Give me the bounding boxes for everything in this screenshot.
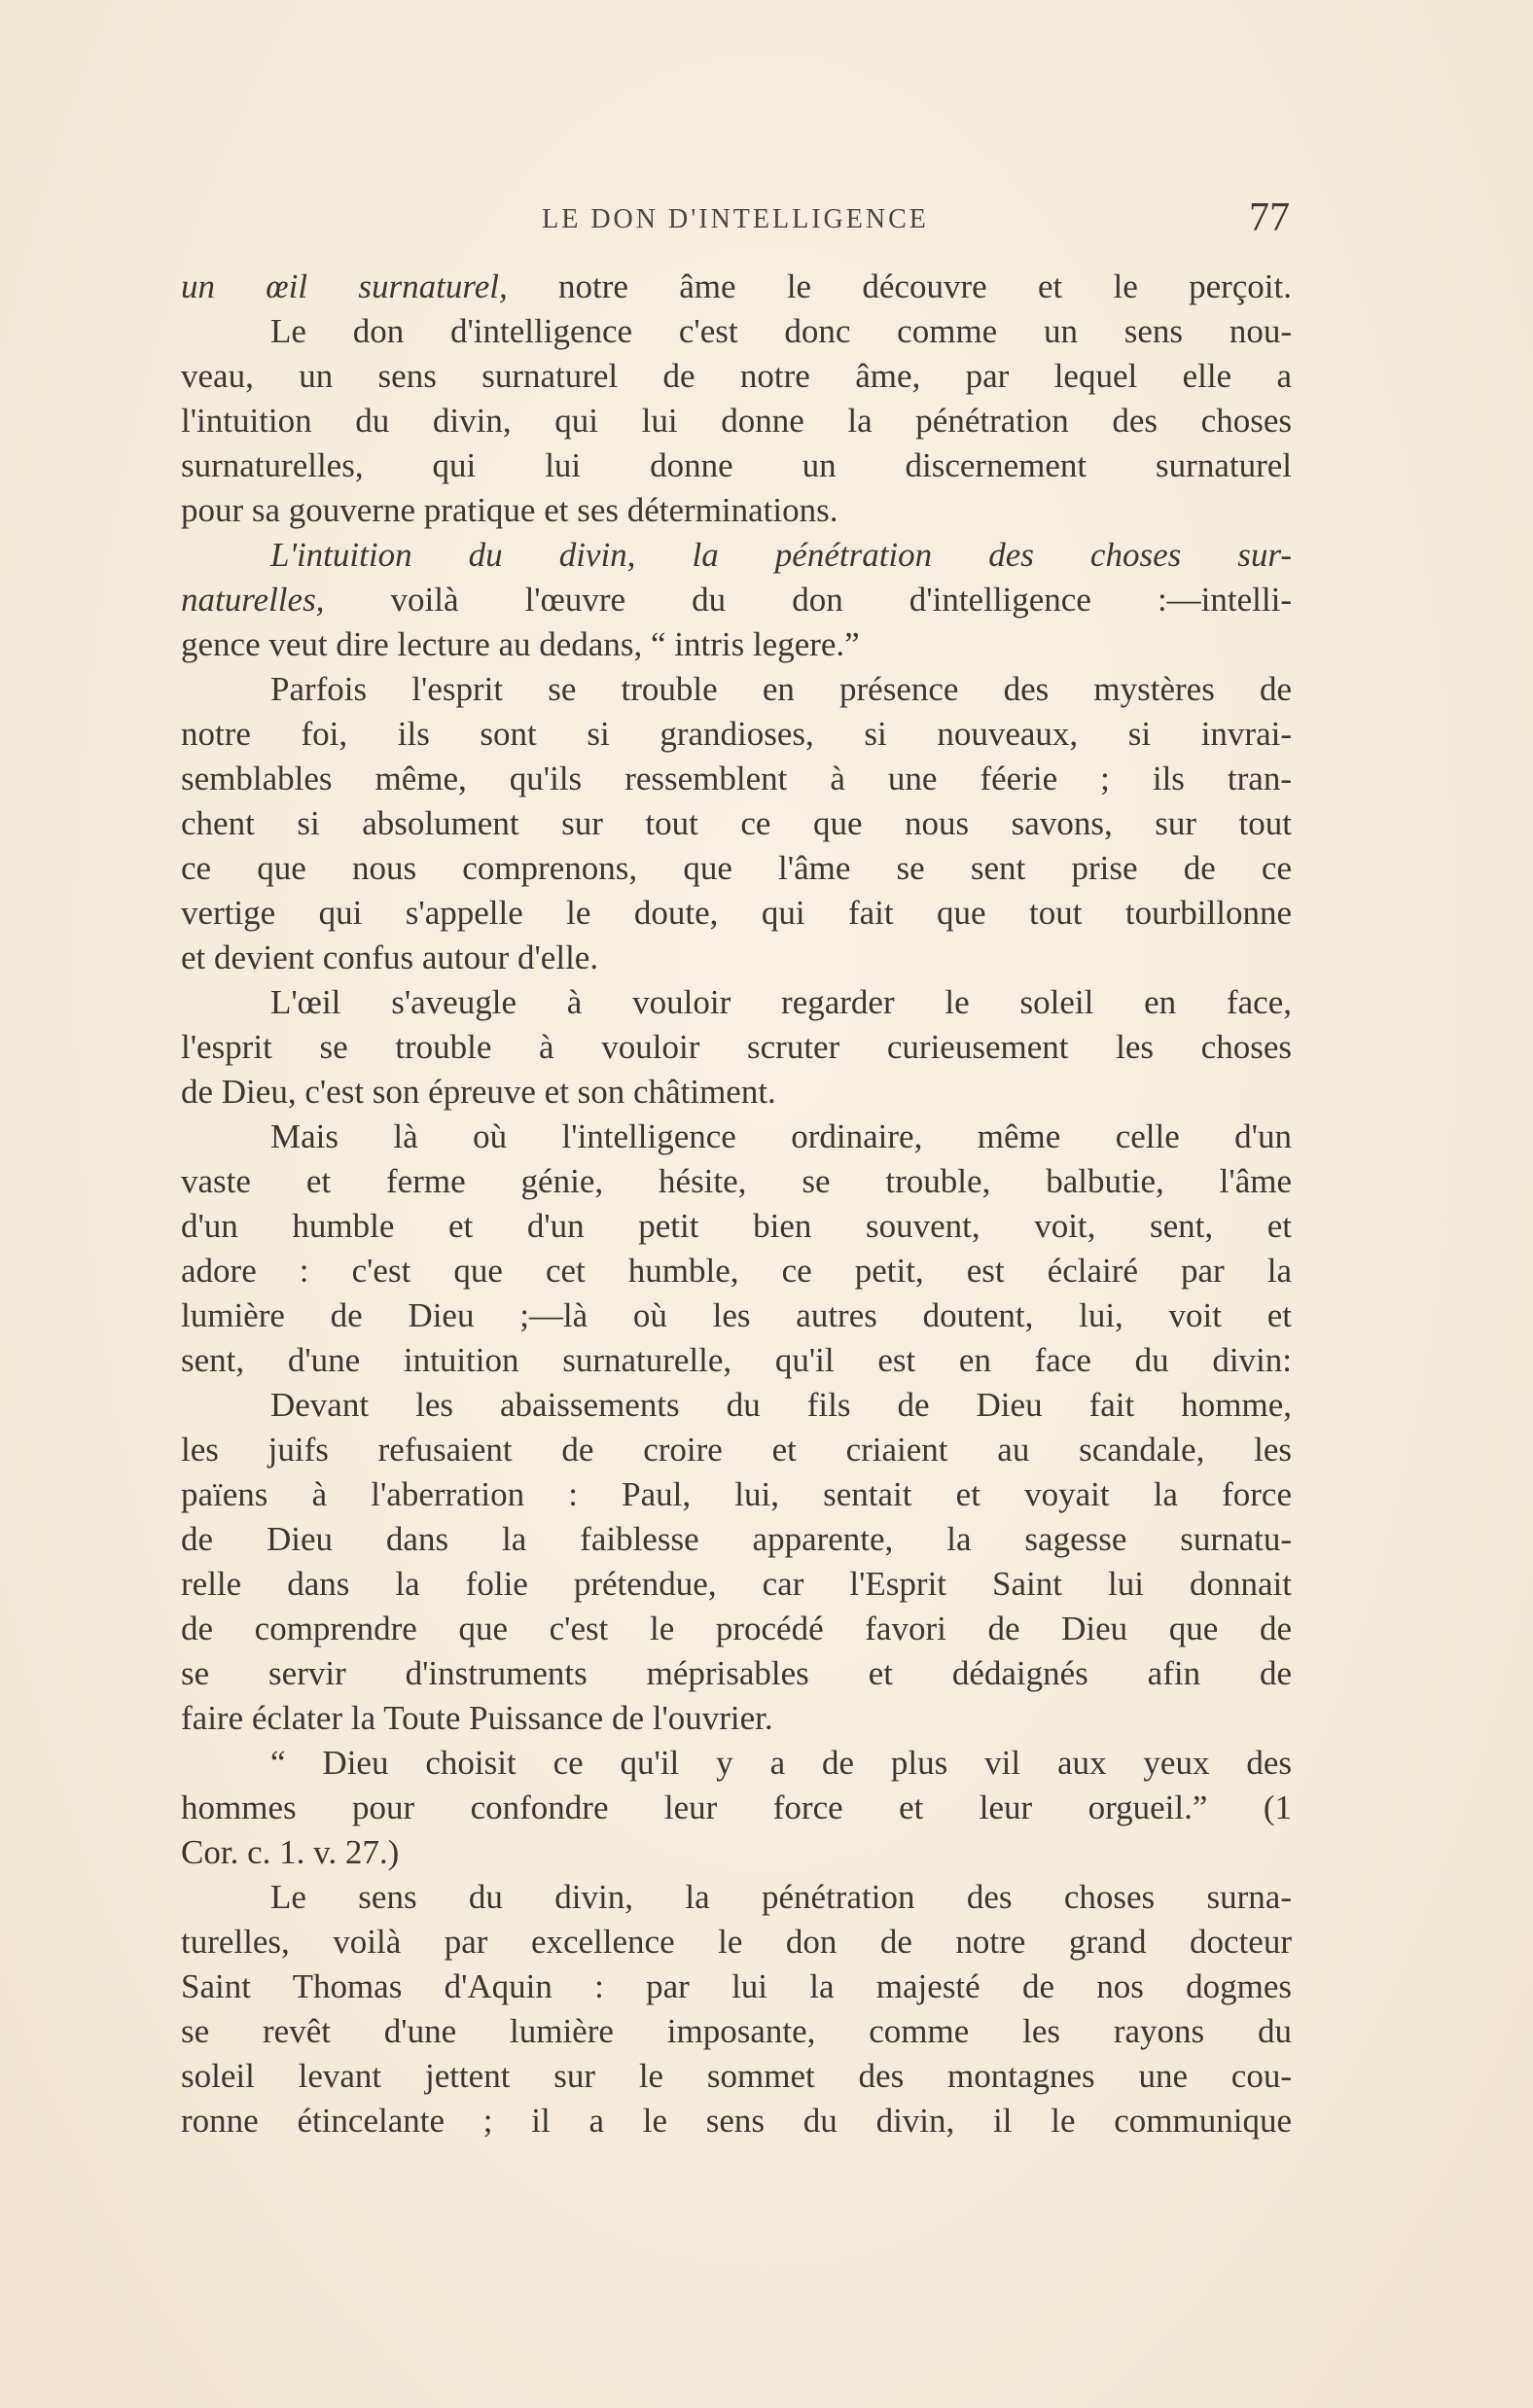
body-text: [181, 265, 1292, 2143]
text-line: Mais là où l'intelligence ordinaire, même celle d'un: [270, 1117, 1292, 1155]
text-line: gence veut dire lecture au dedans, “ intris legere.”: [181, 625, 860, 663]
text-line: surnaturelles, qui lui donne un discernement surnaturel: [181, 446, 1292, 484]
page-header: [181, 195, 1290, 253]
text-line: et devient confus autour d'elle.: [181, 938, 599, 976]
text-line: ce que nous comprenons, que l'âme se sent prise de ce: [181, 849, 1292, 887]
text-line: sent, d'une intuition surnaturelle, qu'il est en face du divin:: [181, 1341, 1292, 1379]
text-line: l'esprit se trouble à vouloir scruter curieusement les choses: [181, 1028, 1292, 1066]
text-line: un œil surnaturel, notre âme le découvre et le perçoit.: [181, 267, 1292, 305]
text-line: hommes pour confondre leur force et leur orgueil.” (1: [181, 1788, 1292, 1826]
text-line: “ Dieu choisit ce qu'il y a de plus vil aux yeux des: [270, 1744, 1292, 1782]
text-line: de Dieu, c'est son épreuve et son châtiment.: [181, 1073, 776, 1111]
text-line: Cor. c. 1. v. 27.): [181, 1833, 400, 1871]
page-number: 77: [1249, 195, 1290, 240]
text-line: relle dans la folie prétendue, car l'Esprit Saint lui donnait: [181, 1565, 1292, 1603]
text-line: soleil levant jettent sur le sommet des montagnes une cou-: [181, 2057, 1292, 2095]
running-head: LE DON D'INTELLIGENCE: [542, 204, 929, 234]
text-line: faire éclater la Toute Puissance de l'ouvrier.: [181, 1699, 773, 1737]
text-line: Saint Thomas d'Aquin : par lui la majesté de nos dogmes: [181, 1967, 1292, 2005]
text-line: semblables même, qu'ils ressemblent à une féerie ; ils tran-: [181, 760, 1292, 797]
text-line: d'un humble et d'un petit bien souvent, voit, sent, et: [181, 1207, 1292, 1245]
text-line: Parfois l'esprit se trouble en présence des mystères de: [270, 670, 1292, 708]
text-line: païens à l'aberration : Paul, lui, sentait et voyait la force: [181, 1475, 1292, 1513]
text-line: notre foi, ils sont si grandioses, si nouveaux, si invrai-: [181, 715, 1292, 753]
text-line: Le sens du divin, la pénétration des choses surna-: [270, 1878, 1292, 1916]
text-line: vaste et ferme génie, hésite, se trouble, balbutie, l'âme: [181, 1162, 1292, 1200]
text-line: les juifs refusaient de croire et criaient au scandale, les: [181, 1431, 1292, 1469]
text-line: turelles, voilà par excellence le don de notre grand docteur: [181, 1923, 1292, 1961]
text-line: l'intuition du divin, qui lui donne la pénétration des choses: [181, 402, 1292, 440]
text-line: lumière de Dieu ;—là où les autres doutent, lui, voit et: [181, 1296, 1292, 1334]
text-line: pour sa gouverne pratique et ses déterminations.: [181, 491, 838, 529]
text-line: vertige qui s'appelle le doute, qui fait que tout tourbillonne: [181, 894, 1292, 932]
text-line: Devant les abaissements du fils de Dieu fait homme,: [270, 1386, 1292, 1424]
text-line: Le don d'intelligence c'est donc comme un sens nou-: [270, 312, 1292, 350]
text-line: naturelles, voilà l'œuvre du don d'intelligence :—intelli-: [181, 581, 1292, 619]
text-line: ronne étincelante ; il a le sens du divin, il le communique: [181, 2102, 1292, 2140]
text-line: chent si absolument sur tout ce que nous savons, sur tout: [181, 804, 1292, 842]
text-line: se revêt d'une lumière imposante, comme les rayons du: [181, 2012, 1292, 2050]
text-line: adore : c'est que cet humble, ce petit, est éclairé par la: [181, 1252, 1292, 1290]
text-line: veau, un sens surnaturel de notre âme, par lequel elle a: [181, 357, 1292, 395]
text-line: se servir d'instruments méprisables et dédaignés afin de: [181, 1654, 1292, 1692]
text-line: de comprendre que c'est le procédé favori de Dieu que de: [181, 1610, 1292, 1647]
text-line: L'œil s'aveugle à vouloir regarder le soleil en face,: [270, 983, 1292, 1021]
text-line: L'intuition du divin, la pénétration des choses sur-: [270, 536, 1292, 574]
text-line: de Dieu dans la faiblesse apparente, la sagesse surnatu-: [181, 1520, 1292, 1558]
